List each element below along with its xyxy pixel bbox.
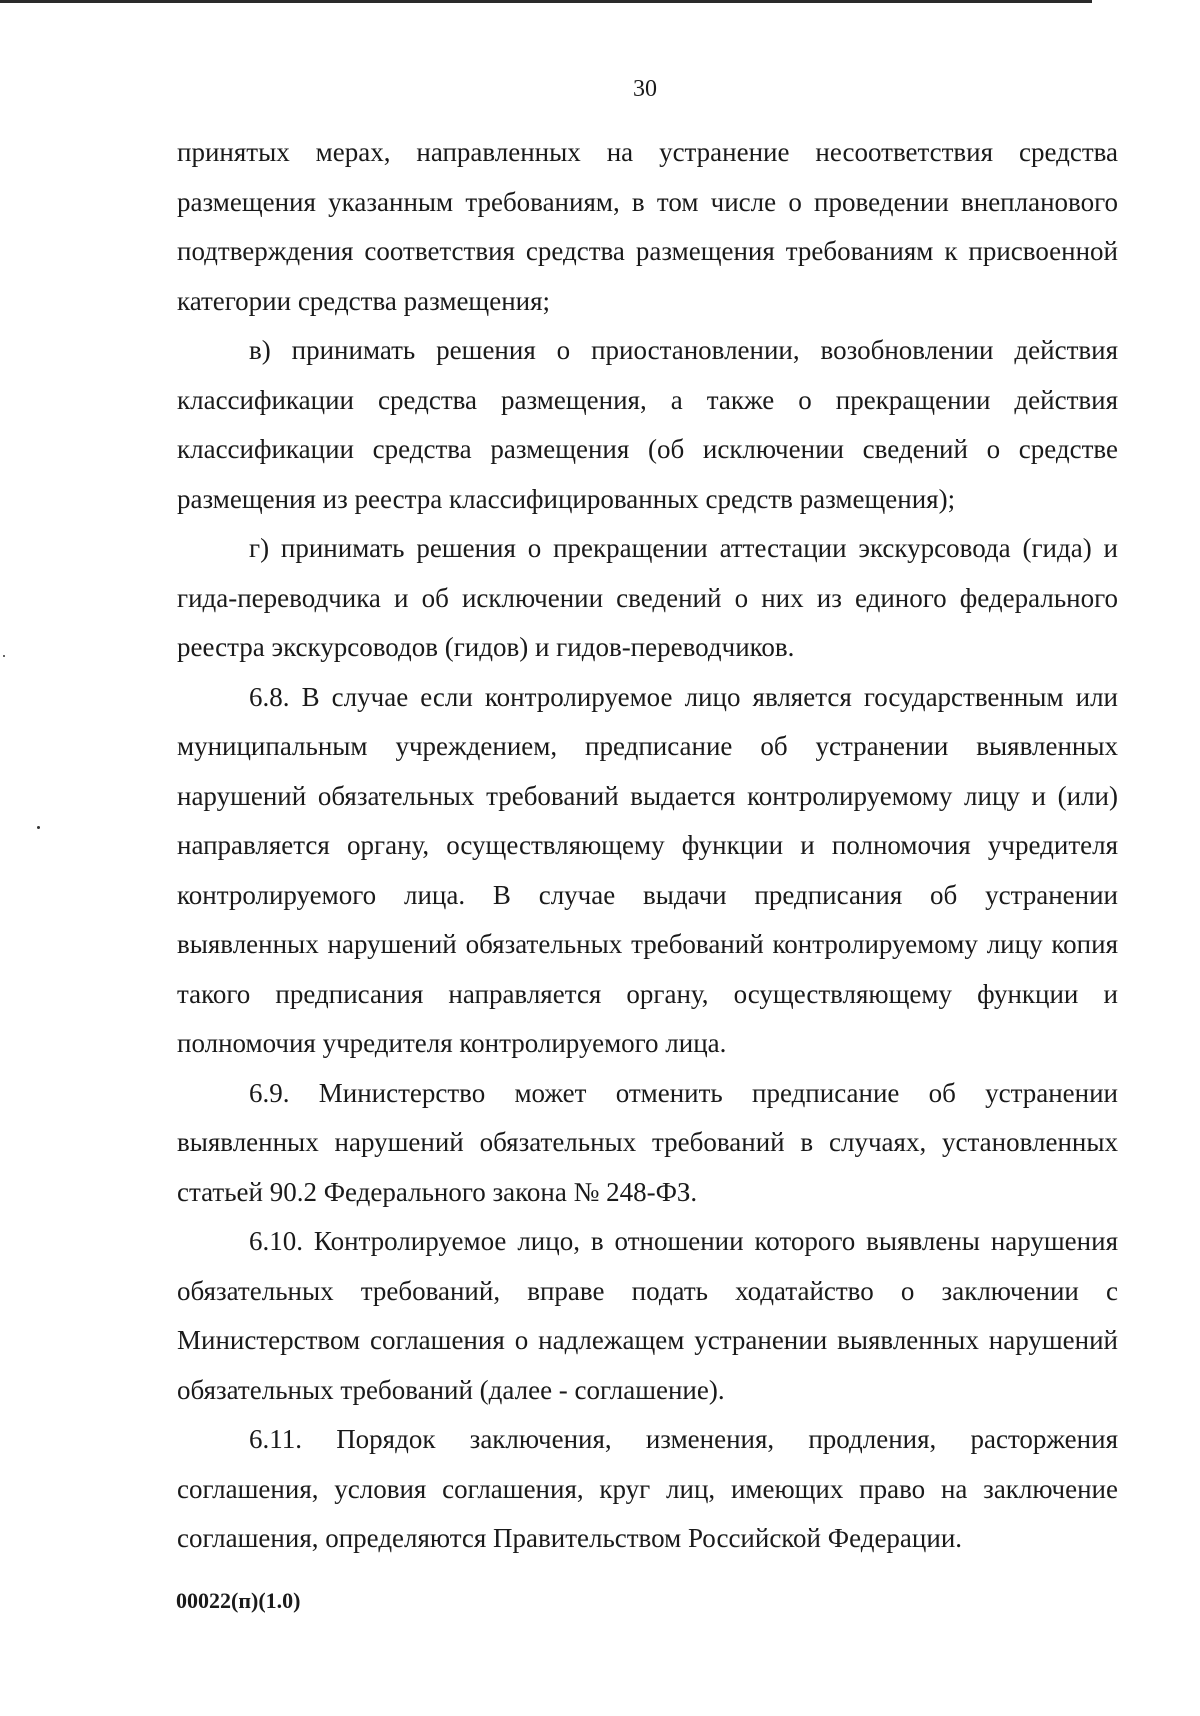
paragraph-item-v: в) принимать решения о приостановлении, возобновлении действия классификации средства размещения, а также о прекращении действия классификации средства размещения (об исключении сведений о средстве размещения из реестра классифицированных средств размещения); (177, 335, 1118, 514)
page-number: 30 (633, 76, 657, 102)
document-code: 00022(п)(1.0) (176, 1588, 301, 1613)
paragraph-6-11: 6.11. Порядок заключения, изменения, продления, расторжения соглашения, условия соглашения, круг лиц, имеющих право на заключение соглашения, определяются Правительством Российской Федерации. (177, 1424, 1118, 1553)
paragraph-6-10: 6.10. Контролируемое лицо, в отношении которого выявлены нарушения обязательных требований, вправе подать ходатайство о заключении с Министерством соглашения о надлежащем устранении выявленных нарушений обязательных требований (далее - соглашение). (177, 1226, 1118, 1405)
document-body (177, 128, 1118, 1564)
scan-speck (37, 826, 40, 829)
top-border-line (0, 0, 1092, 3)
paragraph-continuation: принятых мерах, направленных на устранение несоответствия средства размещения указанным требованиям, в том числе о проведении внепланового подтверждения соответствия средства размещения требованиям к присвоенной категории средства размещения; (177, 137, 1118, 316)
paragraph-6-9: 6.9. Министерство может отменить предписание об устранении выявленных нарушений обязательных требований в случаях, установленных статьей 90.2 Федерального закона № 248-ФЗ. (177, 1077, 1118, 1207)
paragraph-item-g: г) принимать решения о прекращении аттестации экскурсовода (гида) и гида-переводчика и об исключении сведений о них из единого федерального реестра экскурсоводов (гидов) и гидов-переводчиков. (177, 533, 1118, 662)
paragraph-6-8: 6.8. В случае если контролируемое лицо является государственным или муниципальным учреждением, предписание об устранении выявленных нарушений обязательных требований выдается контролируемому лицу и (или) направляется органу, осуществляющему функции и полномочия учредителя контролируемого лица. В случае выдачи предписания об устранении выявленных нарушений обязательных требований контролируемому лицу копия такого предписания направляется органу, осуществляющему функции и полномочия учредителя контролируемого лица. (177, 681, 1118, 1058)
scan-speck (3, 655, 5, 657)
